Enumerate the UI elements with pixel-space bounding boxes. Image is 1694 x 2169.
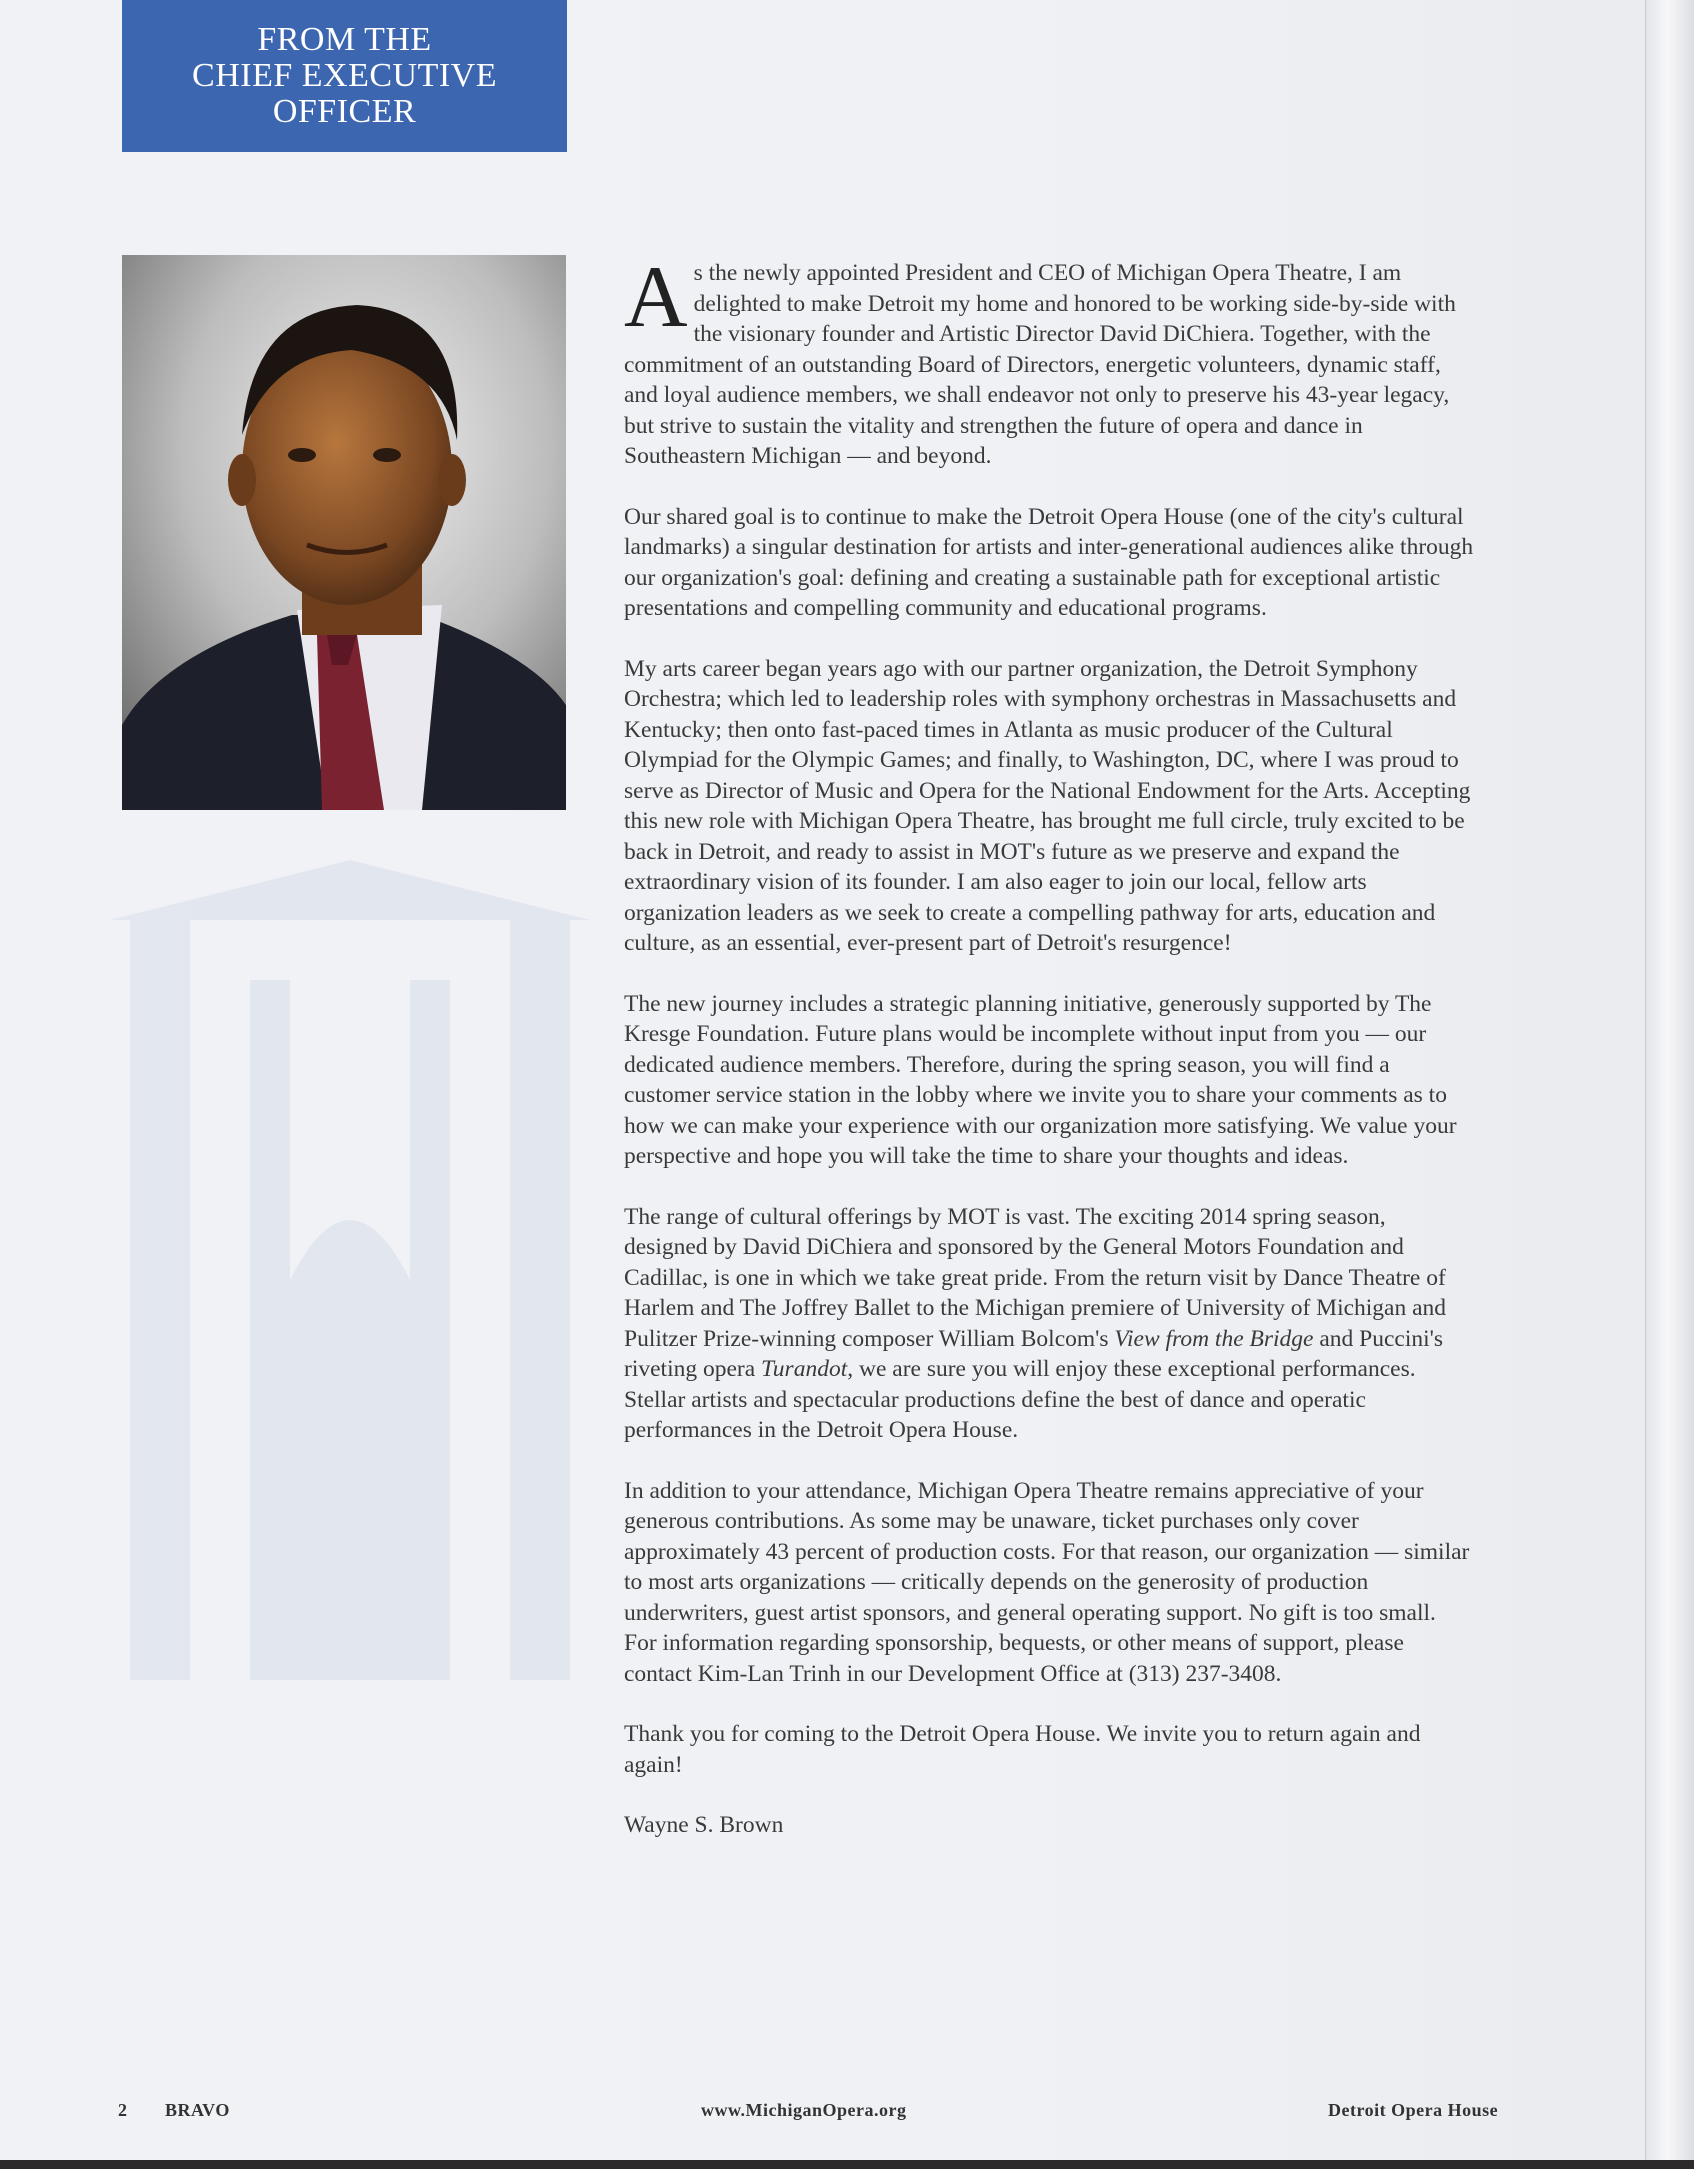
page-number: 2 xyxy=(118,2100,128,2120)
letter-paragraph-2: Our shared goal is to continue to make the Detroit Opera House (one of the city's cultural landmarks) a singular destination for artists and inter-generational audiences alike through our organization's goal: defining and creating a sustainable path for exceptional artistic presentations and compelling community and educational programs. xyxy=(624,503,1474,621)
p5-part-a: The range of cultural offerings by MOT is vast. The exciting 2014 spring season, designed by David DiChiera and sponsored by the General Motors Foundation and Cadillac, is one in which we take great pride. From the return visit by Dance Theatre of Harlem and The Joffrey Ballet to the Michigan premiere of University of Michigan and Pulitzer Prize-winning composer William Bolcom's xyxy=(624,1203,1447,1352)
section-header: FROM THE CHIEF EXECUTIVE OFFICER xyxy=(122,0,567,152)
letter-paragraph-5 xyxy=(624,1202,1474,1446)
p5-part-b: and Puccini's riveting opera xyxy=(624,1325,1444,1382)
venue-name: Detroit Opera House xyxy=(1328,2100,1499,2120)
letter-paragraph-4: The new journey includes a strategic planning initiative, generously supported by The Kresge Foundation. Future plans would be incomplete without input from you — our dedicated audience members. Therefore, during the spring season, you will find a customer service station in the lobby where we invite you to share your comments as to how we can make your experience with our organization more satisfying. We value your perspective and hope you will take the time to share your thoughts and ideas. xyxy=(624,990,1457,1169)
website-url: www.MichiganOpera.org xyxy=(701,2100,907,2120)
opera-title-turandot: Turandot xyxy=(761,1356,848,1382)
letter-paragraph-3: My arts career began years ago with our partner organization, the Detroit Symphony Orchestra; which led to leadership roles with symphony orchestras in Massachusetts and Kentucky; then onto fast-paced times in Atlanta as music producer of the Cultural Olympiad for the Olympic Games; and finally, to Washington, DC, where I was proud to serve as Director of Music and Opera for the National Endowment for the Arts. Accepting this new role with Michigan Opera Theatre, has brought me full circle, truly excited to be back in Detroit, and ready to assist in MOT's future as we preserve and expand the extraordinary vision of its founder. I am also eager to join our local, fellow arts organization leaders as we seek to create a compelling pathway for arts, education and culture, as an essential, ever-present part of Detroit's resurgence! xyxy=(624,655,1471,956)
building-watermark-icon xyxy=(110,860,590,1680)
page-footer xyxy=(0,2100,1694,2130)
magazine-name: BRAVO xyxy=(165,2100,230,2120)
letter-paragraph-7: Thank you for coming to the Detroit Opera House. We invite you to return again and again! xyxy=(624,1721,1421,1778)
letter-paragraph-6: In addition to your attendance, Michigan Opera Theatre remains appreciative of your generous contributions. As some may be unaware, ticket purchases only cover approximately 43 percent of production costs. For that reason, our organization — similar to most arts organizations — critically depends on the generosity of production underwriters, guest artist sponsors, and general operating support. No gift is too small. For information regarding sponsorship, bequests, or other means of support, please contact Kim-Lan Trinh in our Development Office at (313) 237-3408. xyxy=(624,1477,1470,1687)
drop-cap: A xyxy=(624,249,688,346)
letter-paragraph-1 xyxy=(624,249,1474,472)
p5-part-c: , we are sure you will enjoy these exceptional performances. Stellar artists and spectacular productions define the best of dance and operatic performances in the Detroit Opera House. xyxy=(624,1356,1416,1443)
signature: Wayne S. Brown xyxy=(624,1812,784,1838)
opera-title-view-from-the-bridge: View from the Bridge xyxy=(1114,1325,1314,1352)
ceo-portrait-photo xyxy=(122,255,566,810)
ceo-letter xyxy=(624,249,1474,1871)
scan-bottom-edge xyxy=(0,2160,1694,2169)
paragraph-1-text: s the newly appointed President and CEO of Michigan Opera Theatre, I am delighted to make Detroit my home and honored to be working side-by-side with the visionary founder and Artistic Director David DiChiera. Together, with the commitment of an outstanding Board of Directors, energetic volunteers, dynamic staff, and loyal audience members, we shall endeavor not only to preserve his 43-year legacy, but strive to sustain the vitality and strengthen the future of opera and dance in Southeastern Michigan — and beyond. xyxy=(624,260,1456,469)
page-spine-edge xyxy=(1645,0,1694,2169)
